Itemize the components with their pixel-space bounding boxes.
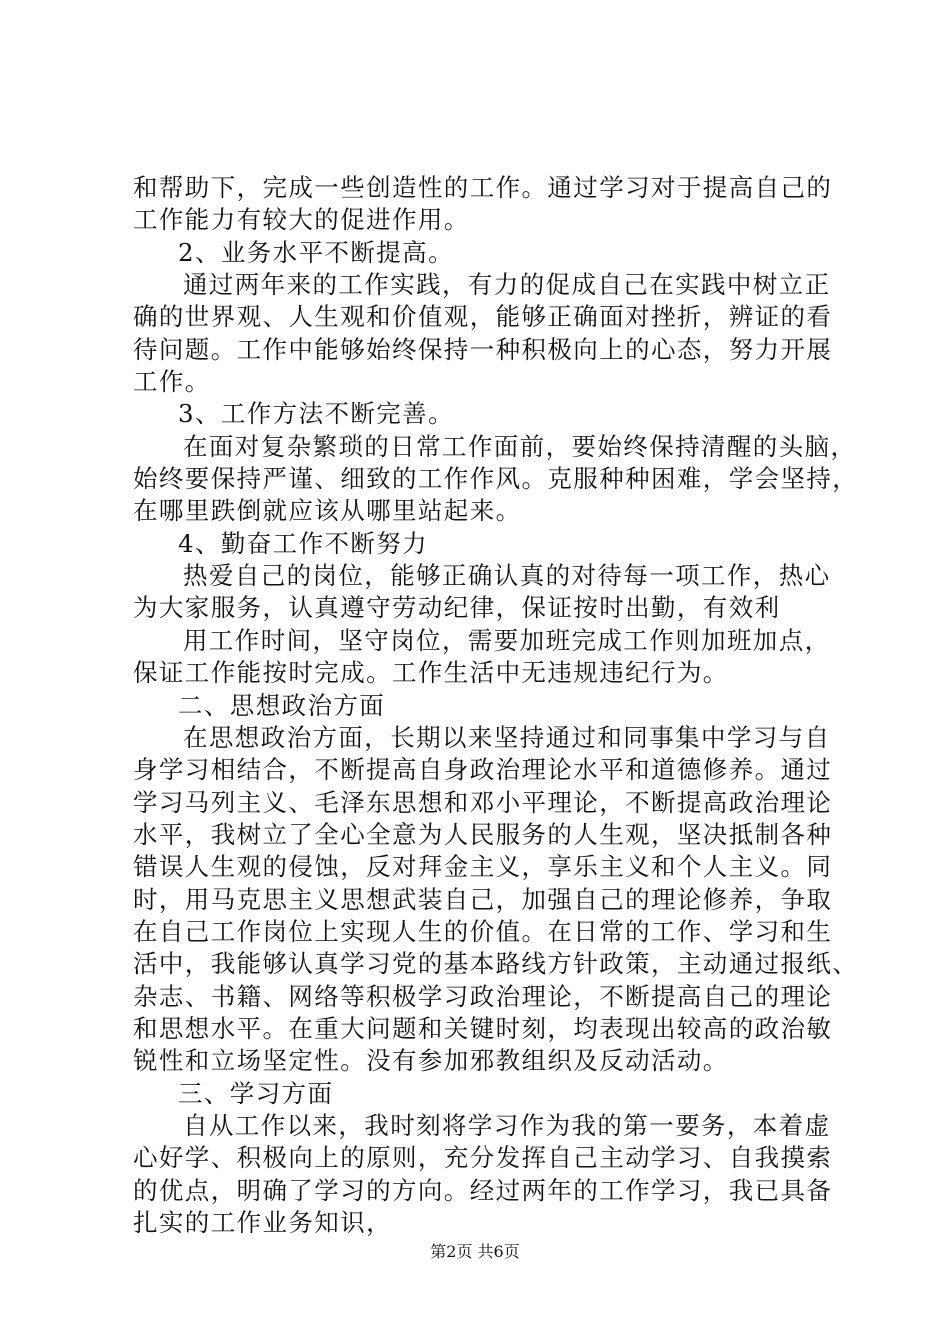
page-footer [0, 1241, 950, 1263]
text-line: 活中，我能够认真学习党的基本路线方针政策，主动通过报纸、 [133, 949, 859, 979]
text-line: 工作。 [133, 367, 211, 397]
section-heading: 三、学习方面 [178, 1078, 334, 1108]
text-line: 在哪里跌倒就应该从哪里站起来。 [133, 496, 522, 526]
text-line: 待问题。工作中能够始终保持一种积极向上的心态，努力开展 [133, 334, 833, 364]
text-line: 水平，我树立了全心全意为人民服务的人生观，坚决抵制各种 [133, 819, 833, 849]
section-heading: 3、工作方法不断完善。 [178, 399, 454, 429]
section-heading: 二、思想政治方面 [178, 690, 386, 720]
text-line: 确的世界观、人生观和价值观，能够正确面对挫折，辨证的看 [133, 302, 833, 332]
text-line: 在面对复杂繁琐的日常工作面前，要始终保持清醒的头脑， [183, 431, 857, 461]
text-line: 工作能力有较大的促进作用。 [133, 205, 470, 235]
text-line: 为大家服务，认真遵守劳动纪律，保证按时出勤，有效利 [133, 593, 781, 623]
section-heading: 2、业务水平不断提高。 [178, 237, 454, 267]
text-line: 自从工作以来，我时刻将学习作为我的第一要务，本着虚 [183, 1110, 831, 1140]
text-line: 保证工作能按时完成。工作生活中无违规违纪行为。 [133, 658, 729, 688]
text-line: 杂志、书籍、网络等积极学习政治理论，不断提高自己的理论 [133, 981, 833, 1011]
text-line: 在思想政治方面，长期以来坚持通过和同事集中学习与自 [183, 722, 831, 752]
text-line: 和思想水平。在重大问题和关键时刻，均表现出较高的政治敏 [133, 1013, 833, 1043]
text-line: 锐性和立场坚定性。没有参加邪教组织及反动活动。 [133, 1046, 729, 1076]
text-line: 学习马列主义、毛泽东思想和邓小平理论，不断提高政治理论 [133, 787, 833, 817]
text-line: 时，用马克思主义思想武装自己，加强自己的理论修养，争取 [133, 884, 833, 914]
text-line: 扎实的工作业务知识， [133, 1208, 392, 1237]
section-heading: 4、勤奋工作不断努力 [178, 528, 429, 558]
text-line: 错误人生观的侵蚀，反对拜金主义，享乐主义和个人主义。同 [133, 852, 833, 882]
text-line: 身学习相结合，不断提高自身政治理论水平和道德修养。通过 [133, 755, 833, 785]
text-line: 心好学、积极向上的原则，充分发挥自己主动学习、自我摸索 [133, 1143, 833, 1173]
text-line: 和帮助下，完成一些创造性的工作。通过学习对于提高自己的 [133, 173, 833, 202]
text-line: 始终要保持严谨、细致的工作作风。克服种种困难，学会坚持， [133, 464, 859, 494]
text-line: 的优点，明确了学习的方向。经过两年的工作学习，我已具备 [133, 1175, 833, 1205]
text-line: 热爱自己的岗位，能够正确认真的对待每一项工作，热心 [183, 561, 831, 591]
text-line: 通过两年来的工作实践，有力的促成自己在实践中树立正 [183, 270, 831, 300]
page-number: 第2页 共6页 [430, 1242, 520, 1261]
text-line: 用工作时间，坚守岗位，需要加班完成工作则加班加点， [183, 625, 831, 655]
text-line: 在自己工作岗位上实现人生的价值。在日常的工作、学习和生 [133, 916, 833, 946]
document-body [133, 172, 859, 1239]
